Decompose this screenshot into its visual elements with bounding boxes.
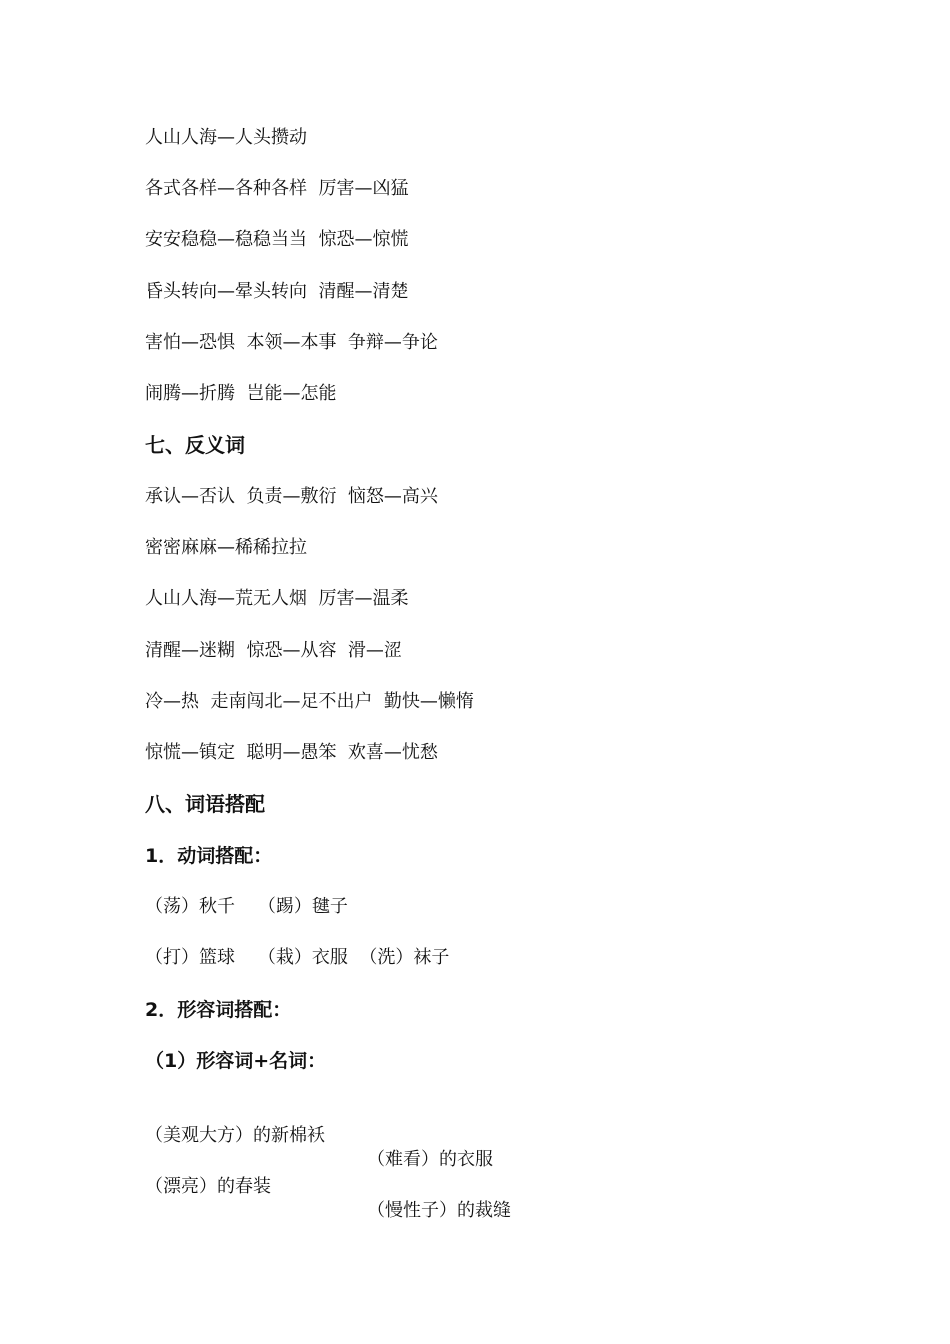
adjective-noun-row-1 [145,1100,865,1170]
adjective-noun-row-1-right: （难看）的衣服 [367,1149,493,1170]
synonym-line-5: 害怕—恐惧 本领—本事 争辩—争论 [145,332,438,353]
section-eight-heading: 八、词语搭配 [145,792,265,816]
synonym-line-2: 各式各样—各种各样 厉害—凶猛 [145,178,409,199]
adjective-noun-row-2 [145,1151,865,1221]
adjective-noun-row-1-left: （美观大方）的新棉袄 [145,1125,325,1146]
verb-collocation-heading: 1．动词搭配： [145,845,273,867]
adjective-noun-heading: （1）形容词+名词： [145,1050,327,1072]
synonym-line-4: 昏头转向—晕头转向 清醒—清楚 [145,281,409,302]
antonym-line-2: 密密麻麻—稀稀拉拉 [145,537,307,558]
antonym-line-6: 惊慌—镇定 聪明—愚笨 欢喜—忧愁 [145,742,438,763]
section-seven-heading: 七、反义词 [145,433,245,457]
verb-collocation-line-2: （打）篮球 （栽）衣服 （洗）袜子 [145,947,450,968]
verb-collocation-line-1: （荡）秋千 （踢）毽子 [145,896,348,917]
synonym-line-1: 人山人海—人头攒动 [145,127,307,148]
antonym-line-4: 清醒—迷糊 惊恐—从容 滑—涩 [145,640,402,661]
adjective-noun-row-2-left: （漂亮）的春装 [145,1176,271,1197]
synonym-line-6: 闹腾—折腾 岂能—怎能 [145,383,337,404]
antonym-line-1: 承认—否认 负责—敷衍 恼怒—高兴 [145,486,438,507]
antonym-line-5: 冷—热 走南闯北—足不出户 勤快—懒惰 [145,691,474,712]
adjective-collocation-heading: 2．形容词搭配： [145,999,292,1021]
adjective-noun-row-2-right: （慢性子）的裁缝 [367,1200,511,1221]
document-page [145,0,865,1344]
synonym-line-3: 安安稳稳—稳稳当当 惊恐—惊慌 [145,229,409,250]
antonym-line-3: 人山人海—荒无人烟 厉害—温柔 [145,588,409,609]
